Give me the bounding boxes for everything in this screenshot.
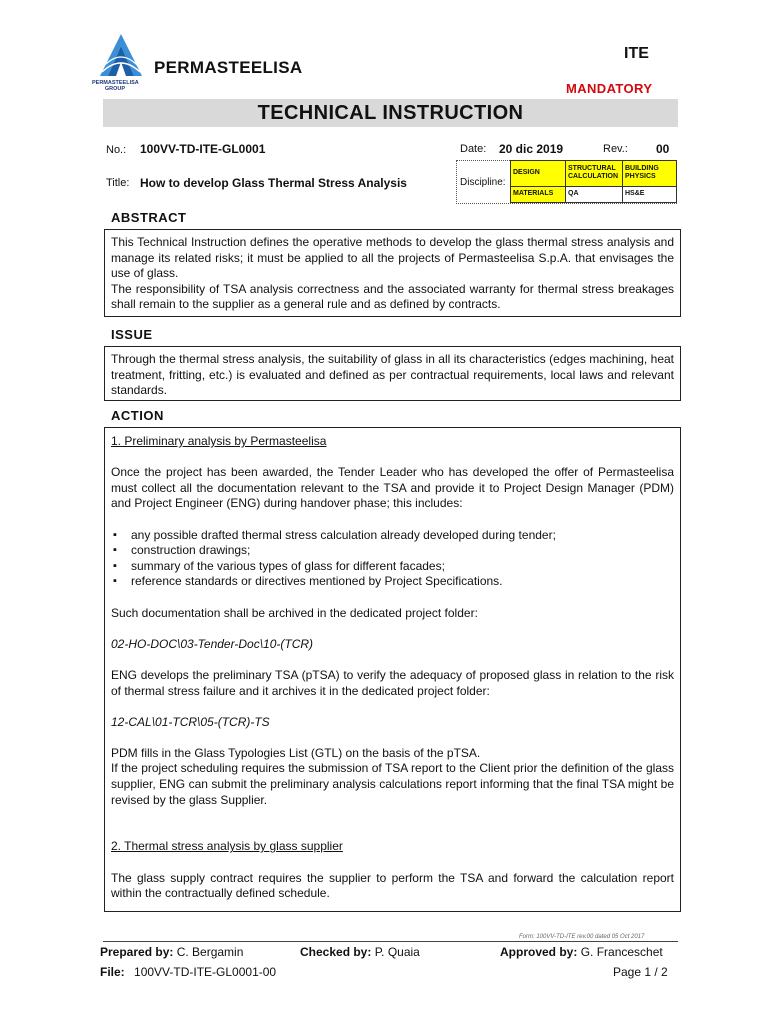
- company-group-label: PERMASTEELISA GROUP: [92, 80, 139, 92]
- action-paragraph: ENG develops the preliminary TSA (pTSA) to verify the adequacy of proposed glass in relation to the risk of thermal stress failure and it archives it in the dedicated project folder:: [111, 667, 674, 698]
- checked-by-label: Checked by:: [300, 945, 372, 959]
- discipline-divider-bottom: [456, 203, 677, 204]
- action-paragraph: PDM fills in the Glass Typologies List (GTL) on the basis of the pTSA.: [111, 745, 481, 760]
- number-label: No.:: [106, 144, 127, 156]
- abstract-paragraph: This Technical Instruction defines the operative methods to develop the glass thermal stress analysis and manage its related risks; it must be applied to all the projects of Permasteelisa S.p.A. that envisages the use of glass.: [111, 235, 674, 281]
- discipline-structural: STRUCTURAL CALCULATION: [566, 161, 623, 187]
- action-subheading-1: 1. Preliminary analysis by Permasteelisa: [111, 434, 327, 448]
- action-paragraph: Such documentation shall be archived in the dedicated project folder:: [111, 605, 478, 620]
- action-box: [104, 427, 681, 912]
- action-paragraph: If the project scheduling requires the submission of TSA report to the Client prior the definition of the glass supplier, ENG can submit the preliminary analysis calculations report informing that the final TSA might be revised by the glass Supplier.: [111, 761, 674, 807]
- list-item: ▪ construction drawings;: [111, 543, 674, 559]
- abstract-box: [104, 229, 681, 317]
- date-value: 20 dic 2019: [499, 142, 564, 156]
- discipline-design: DESIGN: [511, 161, 566, 187]
- action-paragraph: Once the project has been awarded, the Tender Leader who has developed the offer of Permasteelisa must collect all the documentation relevant to the TSA and provide it to Project Design Manager (PDM) and Project Engineer (ENG) during handover phase; this includes:: [111, 465, 674, 511]
- title-value: How to develop Glass Thermal Stress Analysis: [140, 176, 407, 190]
- list-item: ▪ summary of the various types of glass for different facades;: [111, 559, 674, 575]
- number-value: 100VV-TD-ITE-GL0001: [140, 142, 266, 156]
- page-number: Page 1 / 2: [613, 965, 668, 979]
- issue-box: [104, 346, 681, 401]
- document-type-bar: [103, 99, 678, 127]
- revision-value: 00: [656, 142, 670, 156]
- discipline-qa: QA: [566, 186, 623, 202]
- action-paragraph: The glass supply contract requires the supplier to perform the TSA and forward the calculation report within the contractually defined schedule.: [111, 870, 674, 901]
- footer-divider: [103, 941, 678, 942]
- folder-path: 02-HO-DOC\03-Tender-Doc\10-(TCR): [111, 636, 314, 651]
- prepared-by: [100, 945, 243, 959]
- discipline-grid: [510, 160, 677, 203]
- action-bullet-list: [111, 528, 674, 590]
- file-value: 100VV-TD-ITE-GL0001-00: [134, 965, 277, 979]
- document-type-title: TECHNICAL INSTRUCTION: [257, 102, 524, 124]
- list-item: ▪ reference standards or directives mentioned by Project Specifications.: [111, 574, 674, 590]
- document-code: ITE: [624, 45, 649, 62]
- discipline-materials: MATERIALS: [511, 186, 566, 202]
- file-info: [100, 965, 276, 979]
- discipline-hse: HS&E: [623, 186, 677, 202]
- permasteelisa-logo-icon: [98, 32, 144, 78]
- mandatory-label: MANDATORY: [566, 81, 653, 96]
- approved-by-value: G. Franceschet: [580, 945, 663, 959]
- discipline-label: Discipline:: [460, 177, 506, 188]
- discipline-divider: [456, 160, 457, 204]
- discipline-divider-top: [456, 160, 510, 161]
- folder-path: 12-CAL\01-TCR\05-(TCR)-TS: [111, 714, 270, 729]
- file-label: File:: [100, 965, 125, 979]
- list-item: ▪ any possible drafted thermal stress calculation already developed during tender;: [111, 528, 674, 544]
- approved-by-label: Approved by:: [500, 945, 578, 959]
- prepared-by-value: C. Bergamin: [176, 945, 244, 959]
- prepared-by-label: Prepared by:: [100, 945, 174, 959]
- checked-by-value: P. Quaia: [374, 945, 420, 959]
- abstract-heading: ABSTRACT: [111, 210, 187, 225]
- company-name: PERMASTEELISA: [154, 58, 303, 77]
- date-label: Date:: [460, 143, 487, 155]
- issue-paragraph: Through the thermal stress analysis, the suitability of glass in all its characteristics (edges machining, heat treatment, fritting, etc.) is evaluated and defined as per contractual requirements, local laws and relevant standards.: [111, 352, 674, 398]
- action-subheading-2: 2. Thermal stress analysis by glass supplier: [111, 839, 343, 854]
- discipline-building-physics: BUILDING PHYSICS: [623, 161, 677, 187]
- action-heading: ACTION: [111, 408, 164, 423]
- issue-heading: ISSUE: [111, 327, 153, 342]
- checked-by: [300, 945, 420, 959]
- abstract-paragraph: The responsibility of TSA analysis correctness and the associated warranty for thermal stress breakages shall remain to the supplier as a general rule and as defined by contracts.: [111, 281, 674, 312]
- approved-by: [500, 945, 663, 959]
- form-note: Form: 100VV-TD-ITE rev.00 dated 05 Oct 2017: [519, 934, 645, 940]
- revision-label: Rev.:: [603, 143, 628, 155]
- title-label: Title:: [106, 177, 130, 189]
